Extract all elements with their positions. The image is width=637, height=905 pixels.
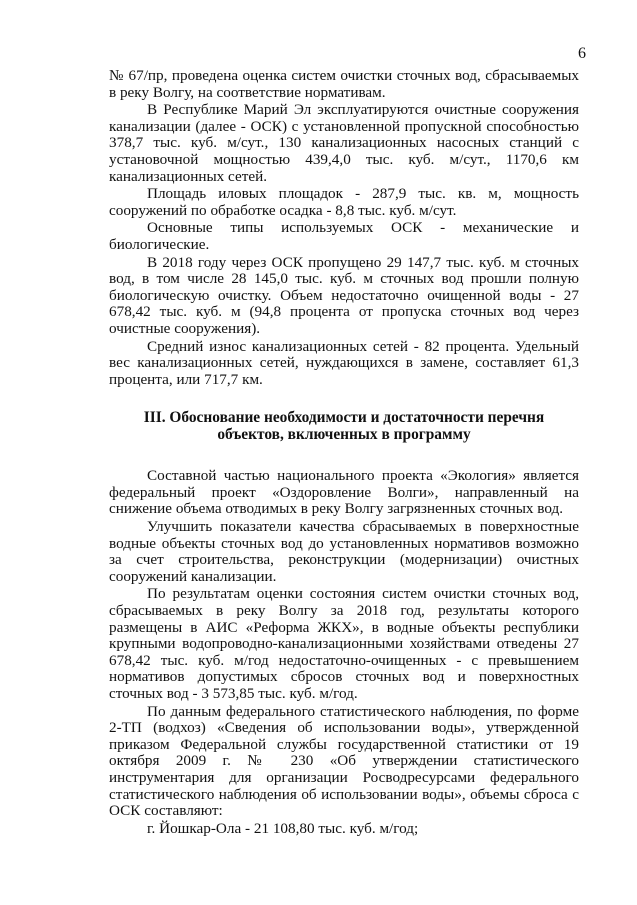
paragraph-yoshkar-ola: г. Йошкар-Ола - 21 108,80 тыс. куб. м/год;: [147, 819, 419, 837]
paragraph-treatment-facilities: В Республике Марий Эл эксплуатируются очистные сооружения канализации (далее - ОСК) с установленной пропускной способностью 378,7 тыс. куб. м/сут., 130 канализационных насосных станций с установочной мощностью 439,4,0 тыс. куб. м/сут., 1170,6 км канализационных сетей.: [109, 101, 579, 185]
page-number: 6: [578, 45, 586, 62]
paragraph-treatment-types: Основные типы используемых ОСК - механические и биологические.: [109, 219, 579, 253]
paragraph-assessment-results: По результатам оценки состояния систем очистки сточных вод, сбрасываемых в реку Волгу за 2018 год, результаты которого размещены в АИС «Реформа ЖКХ», в водные объекты республики крупными водопроводно-канализационными хозяйствами отведены 27 678,42 тыс. куб. м/год недостаточно-очищенных - с превышением нормативов допустимых сбросов сточных вод и поверхностных сточных вод - 3 573,85 тыс. куб. м/год.: [109, 585, 579, 702]
section-heading-line-1: III. Обоснование необходимости и достаточности перечня: [143, 409, 545, 427]
paragraph-sludge-sites: Площадь иловых площадок - 287,9 тыс. кв. м, мощность сооружений по обработке осадка - 8,8 тыс. куб. м/сут.: [109, 185, 579, 219]
paragraph-improve-indicators: Улучшить показатели качества сбрасываемых в поверхностные водные объекты сточных вод до установленных нормативов возможно за счет строительства, реконструкции (модернизации) очистных сооружений канализации.: [109, 518, 579, 585]
document-body: [109, 68, 579, 837]
section-heading-line-2: объектов, включенных в программу: [217, 426, 471, 444]
section-heading: [109, 409, 579, 443]
paragraph-continuation: № 67/пр, проведена оценка систем очистки сточных вод, сбрасываемых в реку Волгу, на соответствие нормативам.: [109, 67, 579, 101]
paragraph-statistical-data: По данным федерального статистического наблюдения, по форме 2-ТП (водхоз) «Сведения об использовании воды», утвержденной приказом Федеральной службы государственной статистики от 19 октября 2009 г. № 230 «Об утверждении статистического инструментария для организации Росводресурсами федерального статистического наблюдения об использовании воды», объемы сброса с ОСК составляют:: [109, 702, 579, 820]
paragraph-2018-volumes: В 2018 году через ОСК пропущено 29 147,7 тыс. куб. м сточных вод, в том числе 28 145,0 тыс. куб. м сточных вод прошли полную биологическую очистку. Объем недостаточно очищенной воды - 27 678,42 тыс. куб. м (94,8 процента от пропуска сточных вод через очистные сооружения).: [109, 253, 579, 337]
paragraph-network-wear: Средний износ канализационных сетей - 82 процента. Удельный вес канализационных сетей, нуждающихся в замене, составляет 61,3 процента, или 717,7 км.: [109, 337, 579, 388]
paragraph-national-project: Составной частью национального проекта «Экология» является федеральный проект «Оздоровление Волги», направленный на снижение объема отводимых в реку Волгу загрязненных сточных вод.: [109, 467, 579, 518]
